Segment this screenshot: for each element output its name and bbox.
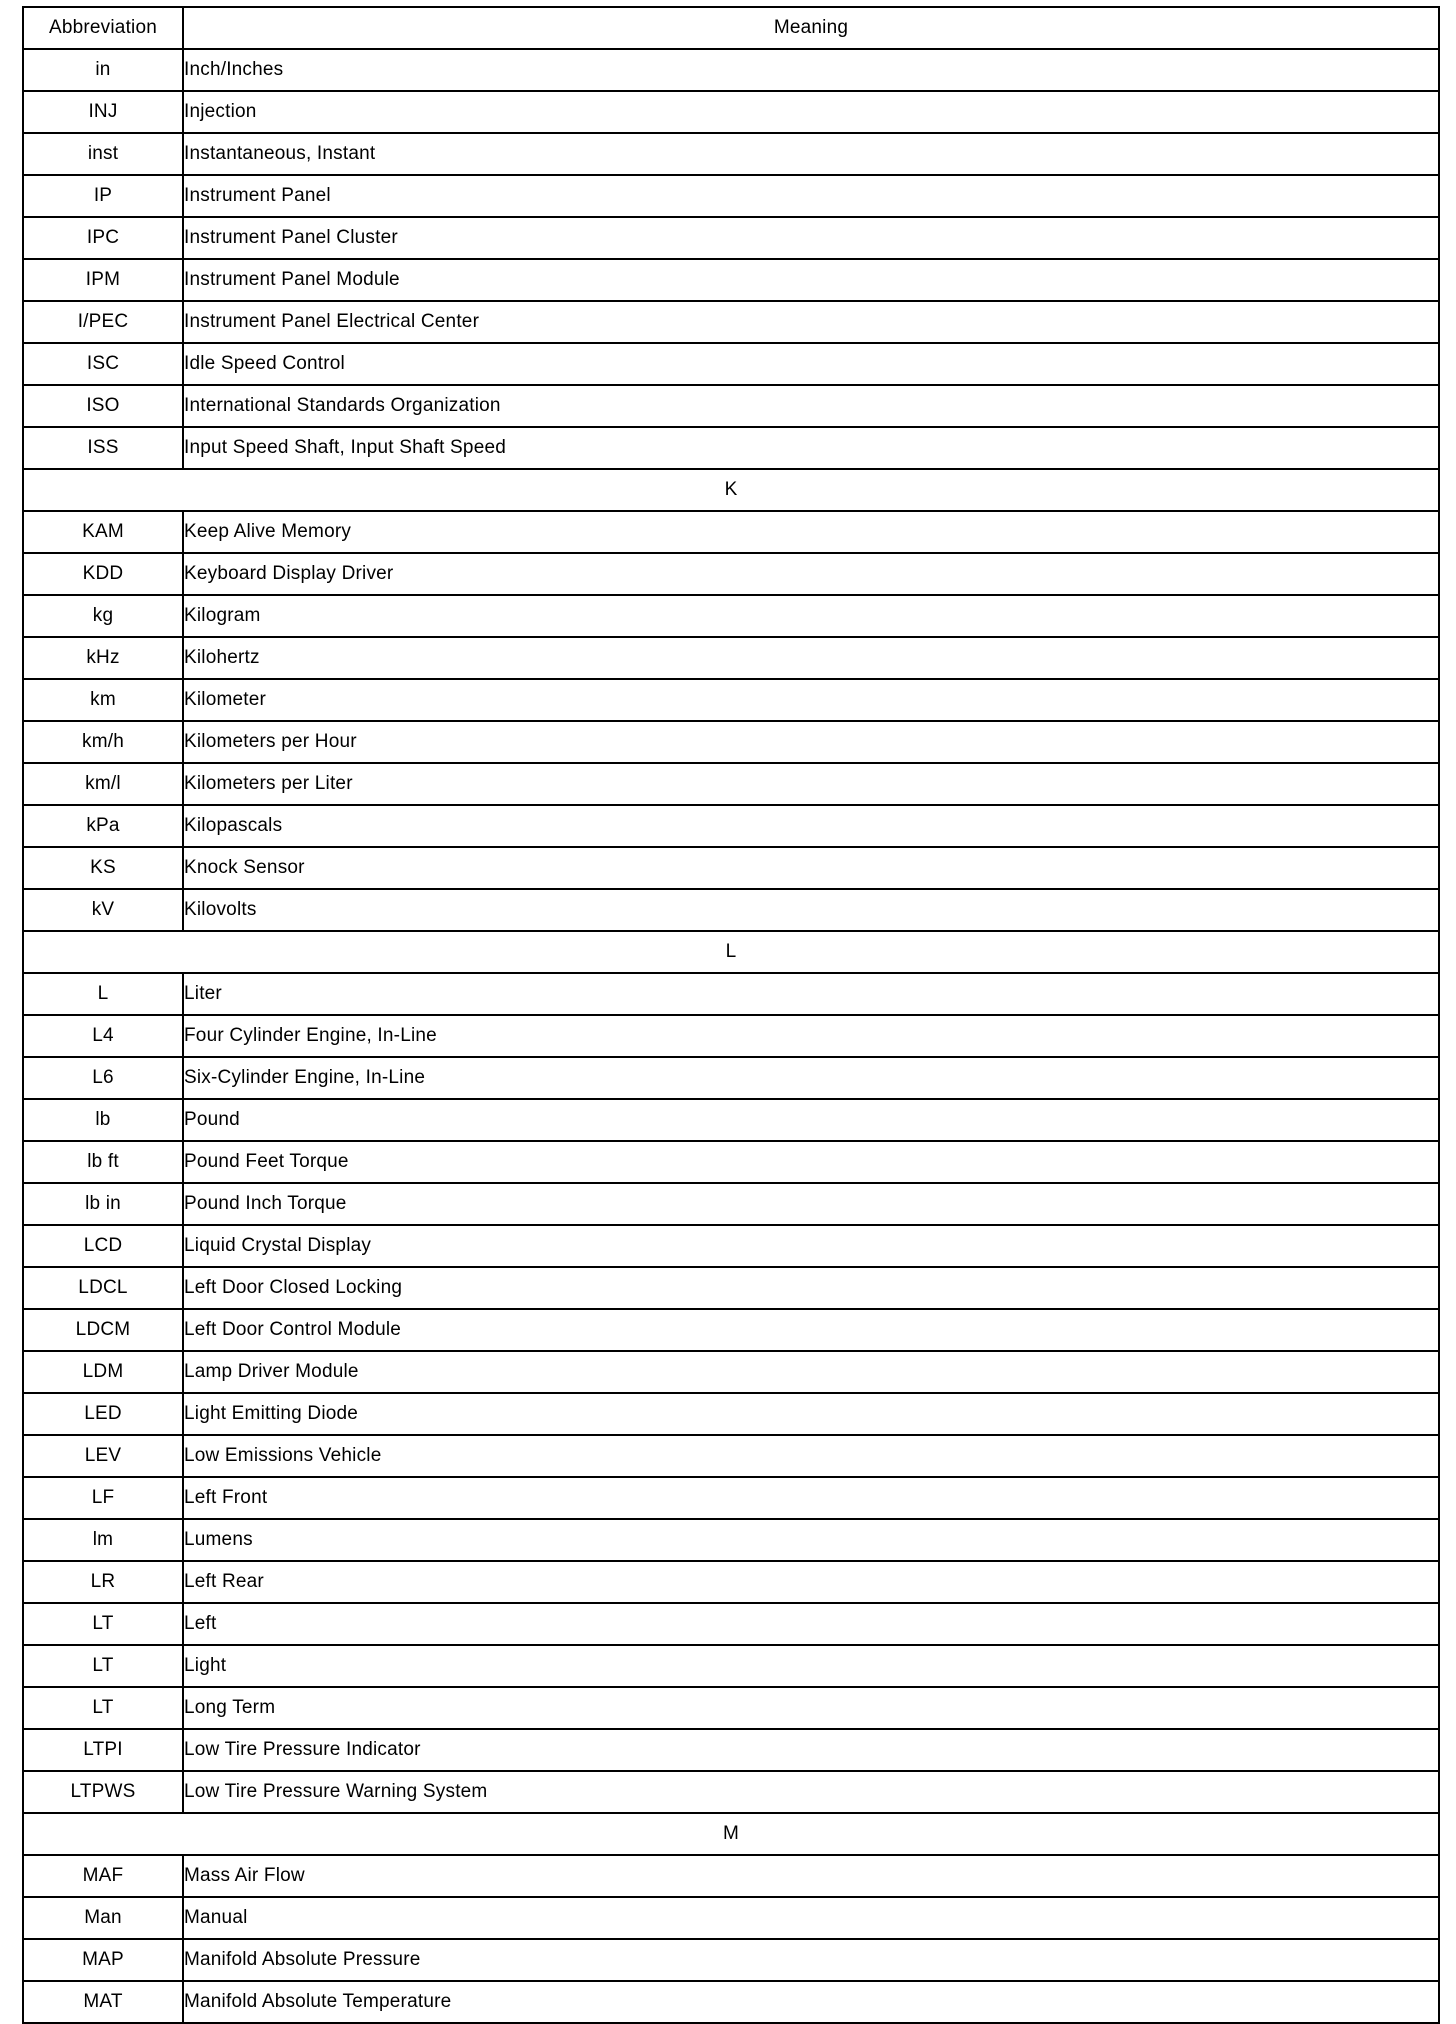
table-row [23, 49, 1439, 91]
table-row [23, 1099, 1439, 1141]
cell-meaning: Keep Alive Memory [183, 511, 1439, 553]
table-row [23, 679, 1439, 721]
cell-meaning: Left Door Closed Locking [183, 1267, 1439, 1309]
table-row [23, 1393, 1439, 1435]
cell-abbreviation: I/PEC [23, 301, 183, 343]
cell-meaning: Instrument Panel Cluster [183, 217, 1439, 259]
cell-meaning: Kilometers per Hour [183, 721, 1439, 763]
cell-abbreviation: LF [23, 1477, 183, 1519]
cell-meaning: Four Cylinder Engine, In-Line [183, 1015, 1439, 1057]
cell-abbreviation: IPC [23, 217, 183, 259]
table-header [23, 7, 1439, 49]
cell-abbreviation: lb ft [23, 1141, 183, 1183]
table-row [23, 1351, 1439, 1393]
cell-abbreviation: kg [23, 595, 183, 637]
table-row [23, 1645, 1439, 1687]
cell-meaning: Instrument Panel [183, 175, 1439, 217]
table-row [23, 1561, 1439, 1603]
cell-abbreviation: ISO [23, 385, 183, 427]
table-row [23, 973, 1439, 1015]
cell-abbreviation: LT [23, 1687, 183, 1729]
cell-abbreviation: LDM [23, 1351, 183, 1393]
cell-meaning: Pound Feet Torque [183, 1141, 1439, 1183]
table-row [23, 1183, 1439, 1225]
cell-abbreviation: LT [23, 1645, 183, 1687]
table-row [23, 1687, 1439, 1729]
cell-meaning: Inch/Inches [183, 49, 1439, 91]
table-row [23, 1897, 1439, 1939]
cell-meaning: Left Rear [183, 1561, 1439, 1603]
table-row [23, 1309, 1439, 1351]
table-row [23, 1267, 1439, 1309]
cell-abbreviation: kV [23, 889, 183, 931]
cell-abbreviation: LTPI [23, 1729, 183, 1771]
cell-meaning: Kilovolts [183, 889, 1439, 931]
cell-abbreviation: LDCL [23, 1267, 183, 1309]
cell-abbreviation: kPa [23, 805, 183, 847]
cell-abbreviation: inst [23, 133, 183, 175]
cell-meaning: Liquid Crystal Display [183, 1225, 1439, 1267]
cell-abbreviation: km/h [23, 721, 183, 763]
table-row [23, 1225, 1439, 1267]
cell-abbreviation: ISC [23, 343, 183, 385]
cell-meaning: Instantaneous, Instant [183, 133, 1439, 175]
cell-meaning: Low Emissions Vehicle [183, 1435, 1439, 1477]
cell-abbreviation: in [23, 49, 183, 91]
cell-meaning: Light Emitting Diode [183, 1393, 1439, 1435]
cell-abbreviation: km [23, 679, 183, 721]
cell-abbreviation: MAP [23, 1939, 183, 1981]
table-row [23, 217, 1439, 259]
cell-meaning: Left [183, 1603, 1439, 1645]
table-row [23, 1435, 1439, 1477]
cell-abbreviation: LED [23, 1393, 183, 1435]
table-row [23, 91, 1439, 133]
column-header-meaning: Meaning [183, 7, 1439, 49]
cell-abbreviation: Man [23, 1897, 183, 1939]
cell-abbreviation: km/l [23, 763, 183, 805]
cell-abbreviation: KDD [23, 553, 183, 595]
table-row [23, 1939, 1439, 1981]
cell-meaning: Light [183, 1645, 1439, 1687]
table-row [23, 1981, 1439, 2023]
cell-abbreviation: LTPWS [23, 1771, 183, 1813]
table-row [23, 511, 1439, 553]
cell-meaning: Kilogram [183, 595, 1439, 637]
table-row [23, 763, 1439, 805]
cell-abbreviation: lb in [23, 1183, 183, 1225]
table-row [23, 301, 1439, 343]
cell-abbreviation: LR [23, 1561, 183, 1603]
cell-meaning: Manifold Absolute Pressure [183, 1939, 1439, 1981]
cell-meaning: Long Term [183, 1687, 1439, 1729]
cell-meaning: Kilopascals [183, 805, 1439, 847]
cell-meaning: Pound [183, 1099, 1439, 1141]
cell-meaning: Kilometer [183, 679, 1439, 721]
section-letter: L [23, 931, 1439, 973]
table-row [23, 385, 1439, 427]
table-row [23, 1519, 1439, 1561]
table-row [23, 1855, 1439, 1897]
cell-meaning: Six-Cylinder Engine, In-Line [183, 1057, 1439, 1099]
cell-abbreviation: lb [23, 1099, 183, 1141]
cell-meaning: Pound Inch Torque [183, 1183, 1439, 1225]
cell-abbreviation: LEV [23, 1435, 183, 1477]
section-divider-row [23, 1813, 1439, 1855]
table-body [23, 49, 1439, 2023]
table-row [23, 889, 1439, 931]
table-row [23, 427, 1439, 469]
cell-abbreviation: MAT [23, 1981, 183, 2023]
cell-abbreviation: KAM [23, 511, 183, 553]
cell-abbreviation: INJ [23, 91, 183, 133]
cell-meaning: Low Tire Pressure Indicator [183, 1729, 1439, 1771]
table-row [23, 1141, 1439, 1183]
cell-meaning: International Standards Organization [183, 385, 1439, 427]
cell-meaning: Instrument Panel Module [183, 259, 1439, 301]
table-row [23, 721, 1439, 763]
table-row [23, 133, 1439, 175]
cell-abbreviation: LDCM [23, 1309, 183, 1351]
table-row [23, 595, 1439, 637]
cell-meaning: Kilohertz [183, 637, 1439, 679]
cell-meaning: Left Door Control Module [183, 1309, 1439, 1351]
column-header-abbreviation: Abbreviation [23, 7, 183, 49]
section-divider-row [23, 469, 1439, 511]
section-letter: K [23, 469, 1439, 511]
table-row [23, 1771, 1439, 1813]
table-row [23, 1015, 1439, 1057]
cell-meaning: Lamp Driver Module [183, 1351, 1439, 1393]
table-row [23, 1729, 1439, 1771]
table-row [23, 1477, 1439, 1519]
cell-abbreviation: ISS [23, 427, 183, 469]
cell-meaning: Low Tire Pressure Warning System [183, 1771, 1439, 1813]
section-letter: M [23, 1813, 1439, 1855]
table-row [23, 847, 1439, 889]
cell-abbreviation: MAF [23, 1855, 183, 1897]
cell-meaning: Manifold Absolute Temperature [183, 1981, 1439, 2023]
cell-meaning: Instrument Panel Electrical Center [183, 301, 1439, 343]
cell-abbreviation: IP [23, 175, 183, 217]
table-row [23, 637, 1439, 679]
cell-abbreviation: KS [23, 847, 183, 889]
cell-abbreviation: L4 [23, 1015, 183, 1057]
cell-abbreviation: LCD [23, 1225, 183, 1267]
table-row [23, 1603, 1439, 1645]
cell-meaning: Mass Air Flow [183, 1855, 1439, 1897]
abbreviations-table [22, 6, 1440, 2024]
cell-meaning: Input Speed Shaft, Input Shaft Speed [183, 427, 1439, 469]
cell-abbreviation: lm [23, 1519, 183, 1561]
cell-meaning: Knock Sensor [183, 847, 1439, 889]
table-row [23, 343, 1439, 385]
cell-abbreviation: L [23, 973, 183, 1015]
cell-abbreviation: kHz [23, 637, 183, 679]
table-row [23, 259, 1439, 301]
table-row [23, 805, 1439, 847]
table-row [23, 553, 1439, 595]
cell-meaning: Liter [183, 973, 1439, 1015]
cell-meaning: Kilometers per Liter [183, 763, 1439, 805]
table-header-row [23, 7, 1439, 49]
cell-meaning: Keyboard Display Driver [183, 553, 1439, 595]
cell-meaning: Lumens [183, 1519, 1439, 1561]
cell-meaning: Idle Speed Control [183, 343, 1439, 385]
cell-meaning: Injection [183, 91, 1439, 133]
table-row [23, 175, 1439, 217]
cell-meaning: Manual [183, 1897, 1439, 1939]
cell-abbreviation: LT [23, 1603, 183, 1645]
cell-abbreviation: L6 [23, 1057, 183, 1099]
section-divider-row [23, 931, 1439, 973]
table-row [23, 1057, 1439, 1099]
cell-meaning: Left Front [183, 1477, 1439, 1519]
cell-abbreviation: IPM [23, 259, 183, 301]
